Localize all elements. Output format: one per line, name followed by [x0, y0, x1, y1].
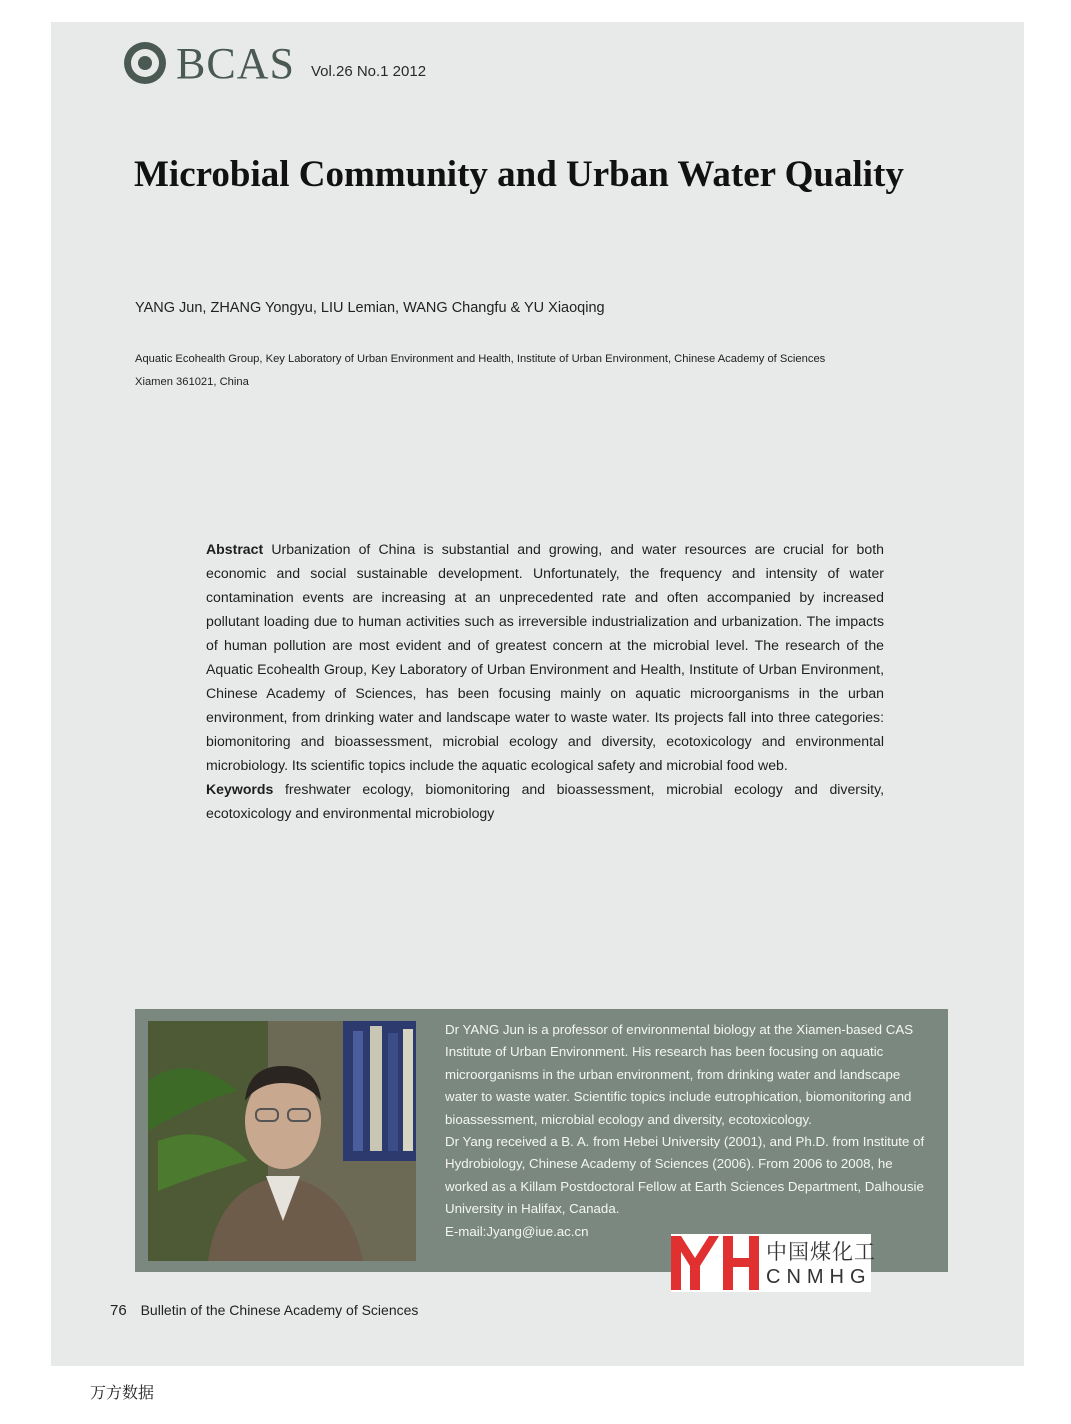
author-bio-box: [135, 1009, 948, 1272]
keywords-text: freshwater ecology, biomonitoring and bioassessment, microbial ecology and diversity, ecotoxicology and environmental microbiology: [206, 781, 884, 821]
author-photo: [148, 1021, 416, 1261]
watermark-cn-text: 中国煤化工: [766, 1241, 876, 1264]
bio-text: [445, 1019, 935, 1243]
cnmhg-watermark: [671, 1234, 876, 1292]
issue-label: Vol.26 No.1 2012: [310, 63, 427, 80]
masthead: [124, 36, 426, 86]
abstract-label: Abstract: [206, 541, 264, 557]
article-title: Microbial Community and Urban Water Quality: [134, 154, 904, 195]
page-number: 76: [110, 1302, 127, 1319]
brand-name: BCAS: [176, 39, 295, 88]
journal-name: Bulletin of the Chinese Academy of Sciences: [140, 1302, 419, 1318]
source-label: 万方数据: [90, 1385, 155, 1402]
keywords-paragraph: [206, 777, 884, 825]
author-list: YANG Jun, ZHANG Yongyu, LIU Lemian, WANG Changfu & YU Xiaoqing: [135, 300, 605, 316]
affiliation: [135, 348, 895, 394]
keywords-label: Keywords: [206, 781, 274, 797]
cnmhg-logo-icon: [671, 1234, 763, 1292]
bio-email: E-mail:Jyang@iue.ac.cn: [445, 1223, 589, 1239]
affiliation-line: Xiamen 361021, China: [135, 376, 249, 388]
bio-paragraph: Dr YANG Jun is a professor of environmental biology at the Xiamen-based CAS Institute of Urban Environment. His research has been focusing on aquatic microorganisms in the urban environment, from drinking water and landscape water to waste water. Scientific topics include eutrophication, biomonitoring and bioassessment, microbial ecology and diversity, ecotoxicology.: [445, 1022, 914, 1127]
bio-paragraph: Dr Yang received a B. A. from Hebei University (2001), and Ph.D. from Institute of Hydrobiology, Chinese Academy of Sciences (2006). From 2006 to 2008, he worked as a Killam Postdoctoral Fellow at Earth Sciences Department, Dalhousie University in Halifax, Canada.: [445, 1134, 925, 1217]
abstract-text: Urbanization of China is substantial and growing, and water resources are crucial for both economic and social sustainable development. Unfortunately, the frequency and intensity of water contamination events are increasing at an unprecedented rate and often accompanied by increased pollutant loading due to human activities such as irreversible industrialization and urbanization. The impacts of human pollution are most evident and of greatest concern at the microbial level. The research of the Aquatic Ecohealth Group, Key Laboratory of Urban Environment and Health, Institute of Urban Environment, Chinese Academy of Sciences, has been focusing mainly on aquatic microorganisms in the urban environment, from drinking water and landscape water to waste water. Its projects fall into three categories: biomonitoring and bioassessment, microbial ecology and diversity, ecotoxicology and environmental microbiology. Its scientific topics include the aquatic ecological safety and microbial food web.: [206, 541, 884, 773]
page-footer: [110, 1302, 418, 1319]
watermark-en-text: CNMHG: [766, 1266, 872, 1288]
abstract-section: [206, 537, 884, 825]
affiliation-line: Aquatic Ecohealth Group, Key Laboratory of Urban Environment and Health, Institute of Urban Environment, Chinese Academy of Sciences: [135, 353, 826, 365]
abstract-paragraph: [206, 537, 884, 777]
cas-emblem-icon: [124, 42, 166, 84]
